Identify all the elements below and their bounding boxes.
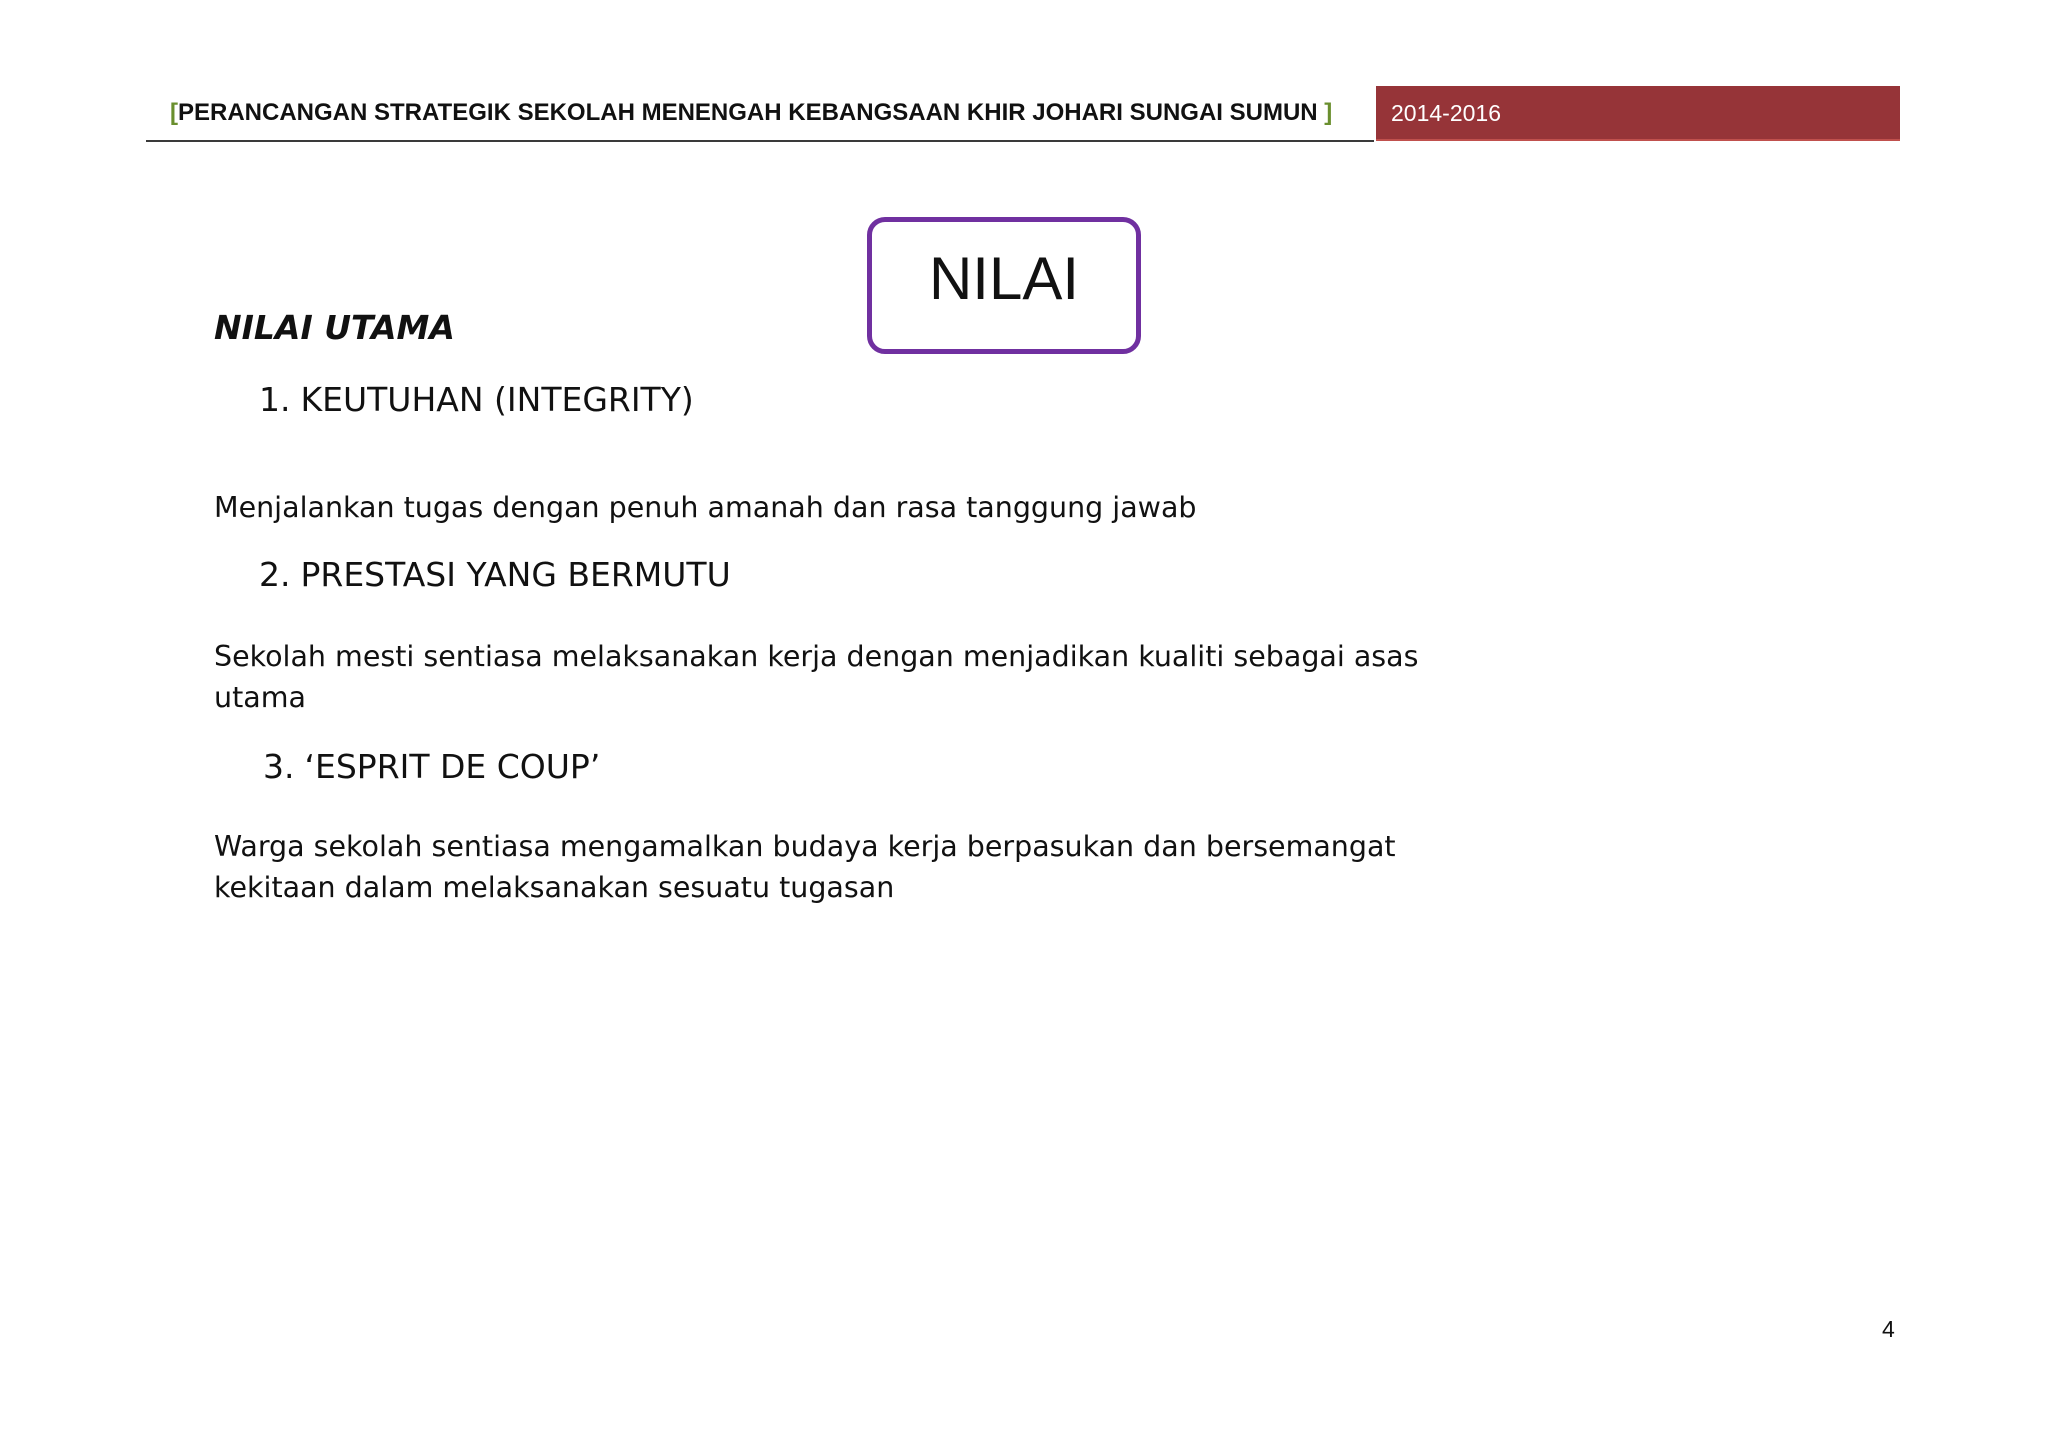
value-title: KEUTUHAN (INTEGRITY)	[300, 380, 694, 419]
value-item-prestasi	[259, 555, 731, 594]
document-title	[170, 99, 1332, 127]
value-description: Warga sekolah sentiasa mengamalkan budaya kerja berpasukan dan bersemangat kekitaan dalam melaksanakan sesuatu tugasan	[214, 830, 1396, 904]
page-title: NILAI	[928, 245, 1080, 312]
value-item-keutuhan	[259, 380, 694, 419]
document-title-text: PERANCANGAN STRATEGIK SEKOLAH MENENGAH KEBANGSAAN KHIR JOHARI SUNGAI SUMUN	[178, 99, 1318, 126]
section-heading: NILAI UTAMA	[214, 308, 455, 347]
value-number: 1.	[259, 380, 291, 419]
value-title: ‘ESPRIT DE COUP’	[304, 747, 601, 786]
page-title-box	[867, 217, 1141, 354]
value-item-esprit	[263, 747, 600, 786]
page-number: 4	[1882, 1316, 1895, 1342]
header-year-band	[1376, 86, 1900, 141]
page-header	[146, 86, 1900, 141]
value-number: 2.	[259, 555, 291, 594]
value-description: Sekolah mesti sentiasa melaksanakan kerja dengan menjadikan kualiti sebagai asas utama	[214, 640, 1419, 714]
value-number: 3.	[263, 747, 295, 786]
bracket-open: [	[170, 99, 178, 126]
value-title: PRESTASI YANG BERMUTU	[300, 555, 731, 594]
value-description: Menjalankan tugas dengan penuh amanah dan rasa tanggung jawab	[214, 491, 1197, 524]
bracket-close: ]	[1324, 99, 1333, 126]
document-year: 2014-2016	[1391, 100, 1501, 126]
header-title-area	[146, 86, 1374, 142]
